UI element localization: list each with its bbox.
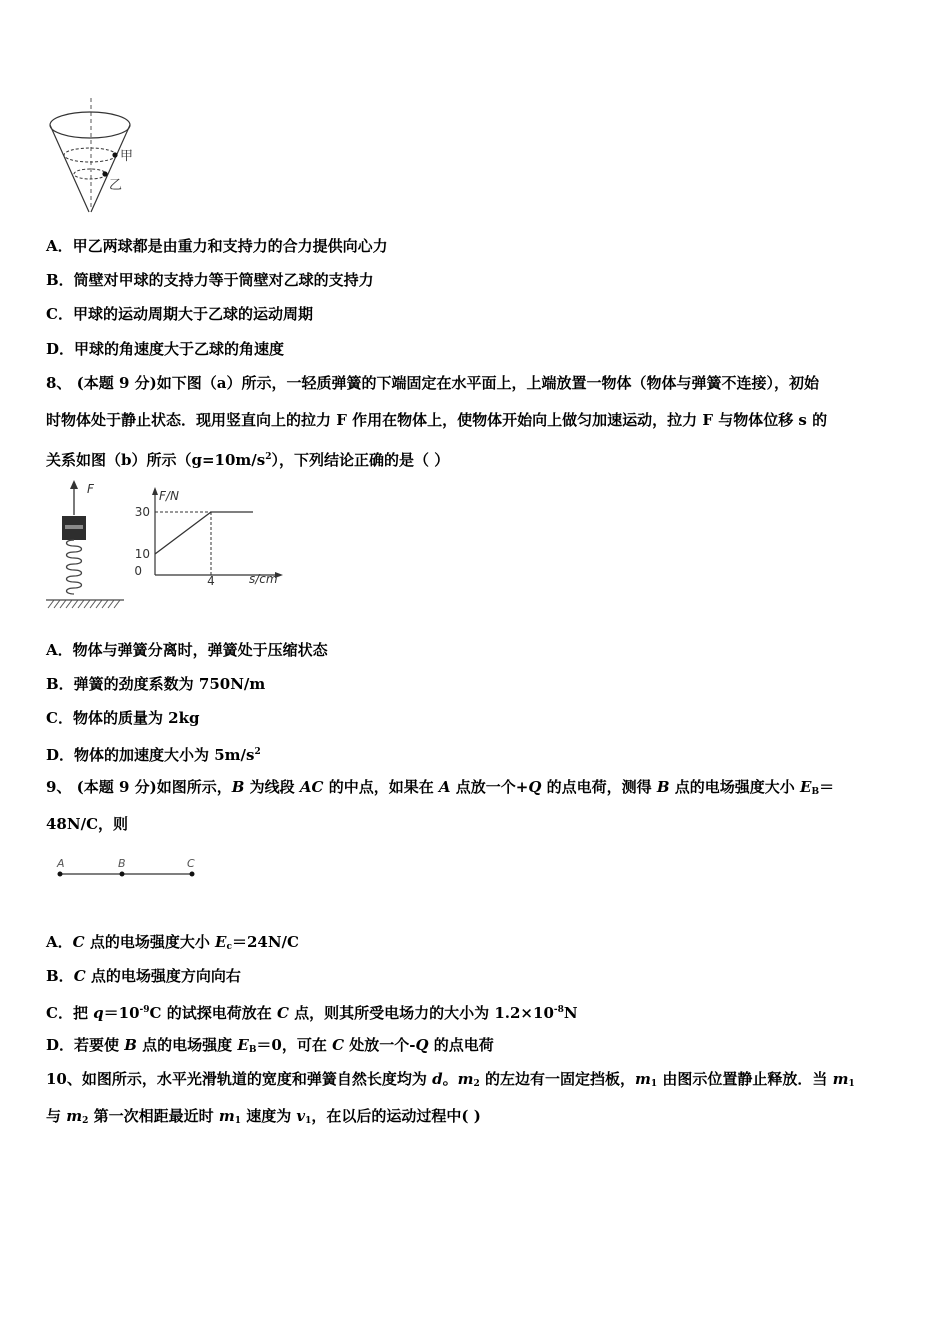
- q9-b-c: C: [73, 967, 86, 985]
- ball-yi: [102, 171, 107, 176]
- q9-stem-p6: 点的电场强度大小: [669, 778, 801, 796]
- q9-c-p2: ＝10: [103, 1004, 140, 1022]
- q9-stem-p3: 的中点，如果在: [323, 778, 439, 796]
- q10-stem-line2: [46, 1106, 481, 1131]
- q8-option-b: B．弹簧的劲度系数为 750N/m: [46, 675, 266, 693]
- chart-y-tick-30: 30: [134, 505, 150, 519]
- q9-d-b: B: [124, 1036, 137, 1054]
- point-a: [58, 872, 63, 877]
- q8-stem-line3-sup: 2: [265, 452, 272, 462]
- label-a: A: [57, 857, 65, 870]
- q9-a-p1: A．: [46, 933, 73, 951]
- q9-c-sup2: -8: [553, 1005, 564, 1015]
- label-jia: 甲: [120, 149, 134, 164]
- q10-l1-m2: m: [635, 1070, 651, 1088]
- q9-c-sup1: -9: [139, 1005, 150, 1015]
- q10-l2-m: m: [66, 1107, 83, 1125]
- q9-option-d: [46, 1035, 494, 1060]
- cone-figure: [44, 98, 144, 216]
- q10-l1-p1: 10、如图所示，水平光滑轨道的宽度和弹簧自然长度均为: [46, 1070, 433, 1088]
- q9-d-q: Q: [415, 1036, 429, 1054]
- q9-d-p4: 处放一个-: [344, 1036, 416, 1054]
- q9-c-p3: C 的试探电荷放在: [149, 1004, 277, 1022]
- q10-l1-p4: 由图示位置静止释放．当: [657, 1070, 833, 1088]
- q9-a-sub: c: [226, 942, 232, 952]
- q8-option-d-sup: 2: [254, 747, 261, 757]
- q10-l1-m3: m: [832, 1070, 849, 1088]
- orbit-jia: [64, 148, 116, 162]
- q9-stem-a: A: [438, 778, 451, 796]
- ball-jia: [112, 152, 117, 157]
- q10-l2-p3: 速度为: [240, 1107, 297, 1125]
- chart-y-axis-arrow: [152, 487, 158, 495]
- q9-option-b: [46, 966, 241, 986]
- spring-figure: [44, 478, 130, 613]
- q10-l1-sub2: 1: [650, 1079, 658, 1089]
- q9-d-p5: 的点电荷: [428, 1036, 494, 1054]
- q10-l1-sub1: 2: [473, 1079, 480, 1089]
- q9-option-c: [46, 1000, 578, 1023]
- q9-stem-p7: ＝: [819, 778, 835, 796]
- q10-stem-line1: [46, 1069, 855, 1094]
- q9-stem-p1: 9、 (本题 9 分)如图所示，: [46, 778, 232, 796]
- q7-option-c: C．甲球的运动周期大于乙球的运动周期: [46, 305, 313, 323]
- cone-rim: [50, 112, 130, 138]
- q9-b-p1: B．: [46, 967, 74, 985]
- q9-stem-line1: [46, 777, 834, 802]
- force-label: F: [87, 482, 94, 496]
- block-highlight: [65, 525, 83, 529]
- q10-l2-p2: 第一次相距最近时: [88, 1107, 219, 1125]
- chart-y-tick-10: 10: [134, 547, 150, 561]
- q9-c-p5: N: [563, 1004, 578, 1022]
- q9-b-p2: 点的电场强度方向向右: [85, 967, 241, 985]
- spring-coil: [67, 540, 82, 594]
- point-b: [120, 872, 125, 877]
- chart-y-tick-0: 0: [134, 564, 142, 578]
- q9-d-c: C: [332, 1036, 345, 1054]
- q9-a-p2: 点的电场强度大小: [84, 933, 216, 951]
- q9-stem-e-sub: B: [811, 787, 820, 797]
- q8-option-a: A．物体与弹簧分离时，弹簧处于压缩状态: [46, 641, 328, 659]
- q8-stem-line1: 8、 (本题 9 分)如下图（a）所示，一轻质弹簧的下端固定在水平面上，上端放置一物体（物体与弹簧不连接），初始: [46, 374, 819, 392]
- q9-c-q: q: [93, 1004, 104, 1022]
- ground-hatch: [48, 600, 120, 608]
- q9-stem-b2: B: [656, 778, 670, 796]
- q9-c-c: C: [276, 1004, 289, 1022]
- q10-l1-sub3: 1: [848, 1079, 855, 1089]
- q9-d-p2: 点的电场强度: [136, 1036, 238, 1054]
- q9-d-sub: B: [248, 1045, 257, 1055]
- q8-stem-line3: [46, 447, 449, 470]
- label-yi: 乙: [109, 178, 123, 193]
- label-b: B: [118, 857, 126, 870]
- q8-stem-line3-post: ），下列结论正确的是（ ）: [271, 451, 450, 469]
- abc-figure: [50, 854, 210, 884]
- q8-option-d-pre: D．物体的加速度大小为 5m/s: [46, 746, 255, 764]
- q9-stem-p2: 为线段: [244, 778, 300, 796]
- q8-chart: [126, 484, 296, 589]
- q9-d-p3: ＝0，可在: [256, 1036, 333, 1054]
- q9-stem-e: E: [800, 778, 812, 796]
- q9-c-p4: 点，则其所受电场力的大小为 1.2×10: [288, 1004, 554, 1022]
- q10-l2-sub2: 1: [234, 1116, 241, 1126]
- q10-l2-v: v: [296, 1107, 306, 1125]
- q9-stem-q: Q: [528, 778, 542, 796]
- q10-l2-sub1: 2: [82, 1116, 89, 1126]
- q10-l2-p4: ，在以后的运动过程中( ): [311, 1107, 481, 1125]
- q10-l1-m: m: [457, 1070, 474, 1088]
- point-c: [190, 872, 195, 877]
- q7-option-d: D．甲球的角速度大于乙球的角速度: [46, 340, 285, 358]
- q10-l1-d: d: [432, 1070, 443, 1088]
- chart-series-line: [155, 512, 253, 554]
- q8-stem-line2: 时物体处于静止状态．现用竖直向上的拉力 F 作用在物体上，使物体开始向上做匀加速运动，拉力 F 与物体位移 s 的: [46, 411, 828, 429]
- q7-option-b: B．筒壁对甲球的支持力等于筒壁对乙球的支持力: [46, 271, 374, 289]
- label-c: C: [187, 857, 195, 870]
- q8-stem-line3-pre: 关系如图（b）所示（g=10m/s: [46, 451, 266, 469]
- q9-stem-p5: 的点电荷，测得: [541, 778, 657, 796]
- q9-stem-b: B: [231, 778, 245, 796]
- q8-option-c: C．物体的质量为 2kg: [46, 709, 200, 727]
- q9-a-e: E: [215, 933, 227, 951]
- q9-stem-ac: AC: [299, 778, 324, 796]
- q10-l1-p3: 的左边有一固定挡板，: [479, 1070, 635, 1088]
- q9-option-a: [46, 932, 299, 957]
- chart-x-tick-4: 4: [207, 574, 215, 588]
- q9-a-c: C: [72, 933, 85, 951]
- chart-x-axis-label: s/cm: [249, 572, 278, 586]
- q9-a-p3: ＝24N/C: [231, 933, 299, 951]
- q7-option-a: A．甲乙两球都是由重力和支持力的合力提供向心力: [46, 237, 388, 255]
- q10-l2-sub3: 1: [305, 1116, 312, 1126]
- q9-stem-p4: 点放一个+: [450, 778, 529, 796]
- q9-stem-line2: 48N/C，则: [46, 815, 129, 833]
- force-arrow-head: [70, 480, 78, 489]
- q9-d-e: E: [237, 1036, 249, 1054]
- q10-l2-m2: m: [218, 1107, 235, 1125]
- q9-d-p1: D．若要使: [46, 1036, 125, 1054]
- q10-l2-p1: 与: [46, 1107, 67, 1125]
- chart-y-axis-label: F/N: [159, 489, 179, 503]
- q8-option-d: [46, 742, 261, 765]
- q10-l1-p2: 。: [442, 1070, 458, 1088]
- orbit-yi: [74, 169, 106, 179]
- q9-c-p1: C．把: [46, 1004, 94, 1022]
